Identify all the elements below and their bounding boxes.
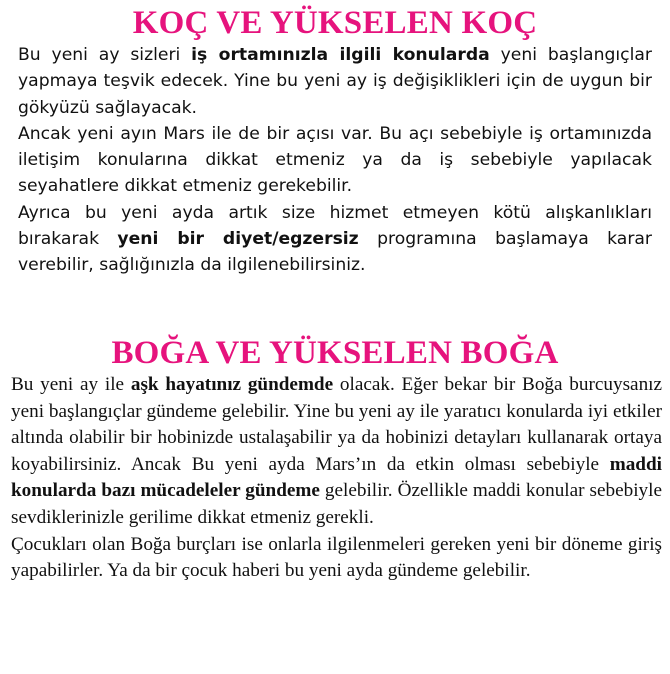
section-body-koc [0, 42, 670, 279]
paragraph-boga-1 [11, 372, 662, 532]
section-koc [0, 0, 670, 279]
bold-text-run: maddi konularda bazı mücadeleler gündeme [11, 453, 662, 502]
text-run: Bu yeni ay ile [11, 374, 131, 395]
section-body-boga [0, 372, 670, 585]
text-run: olacak. Eğer bekar bir Boğa burcuysanız yeni başlangıçlar gündeme gelebilir. Yine bu yeni ay ile yaratıcı konularda iyi etkiler altında olabilir bir hobinizde ustalaşabilir ya da hobinizi detayları kullanarak ortaya koyabilirsiniz. Ancak Bu yeni ayda Mars’ın da etkin olması sebebiyle [11, 374, 663, 475]
text-run: Bu yeni ay sizleri [18, 45, 192, 65]
paragraph-koc-2: Ancak yeni ayın Mars ile de bir açısı var. Bu açı sebebiyle iş ortamınızda iletişim konularına dikkat etmeniz ya da iş sebebiyle yapılacak seyahatlere dikkat etmeniz gerekebilir. [18, 123, 652, 197]
section-title-boga: BOĞA VE YÜKSELEN BOĞA [111, 335, 559, 371]
paragraph-koc-1 [18, 42, 652, 121]
section-title-koc: KOÇ VE YÜKSELEN KOÇ [132, 5, 538, 41]
bold-text-run: aşk hayatınız gündemde [130, 374, 334, 395]
bold-text-run: yeni bir diyet/egzersiz [117, 229, 359, 250]
text-run: programına başlamaya karar verebilir, sağlığınızla da ilgilenebilirsiniz. [18, 229, 652, 276]
text-run: gelebilir. Özellikle maddi konular sebebiyle sevdiklerinizle gerilime dikkat etmeniz gerekli. [11, 480, 662, 528]
paragraph-koc-3 [18, 200, 652, 279]
text-run: yeni başlangıçlar yapmaya teşvik edecek. Yine bu yeni ay iş değişiklikleri için de uygun bir gökyüzü sağlayacak. [18, 45, 652, 118]
paragraph-boga-2: Çocukları olan Boğa burçları ise onlarla ilgilenmeleri gereken yeni bir döneme giriş yapabilirler. Ya da bir çocuk haberi bu yeni ayda gündeme gelebilir. [11, 533, 662, 582]
bold-text-run: iş ortamınızla ilgili konularda [191, 45, 490, 65]
section-boga [0, 334, 670, 585]
text-run: Ayrıca bu yeni ayda artık size hizmet etmeyen kötü alışkanlıkları bırakarak [18, 202, 652, 250]
